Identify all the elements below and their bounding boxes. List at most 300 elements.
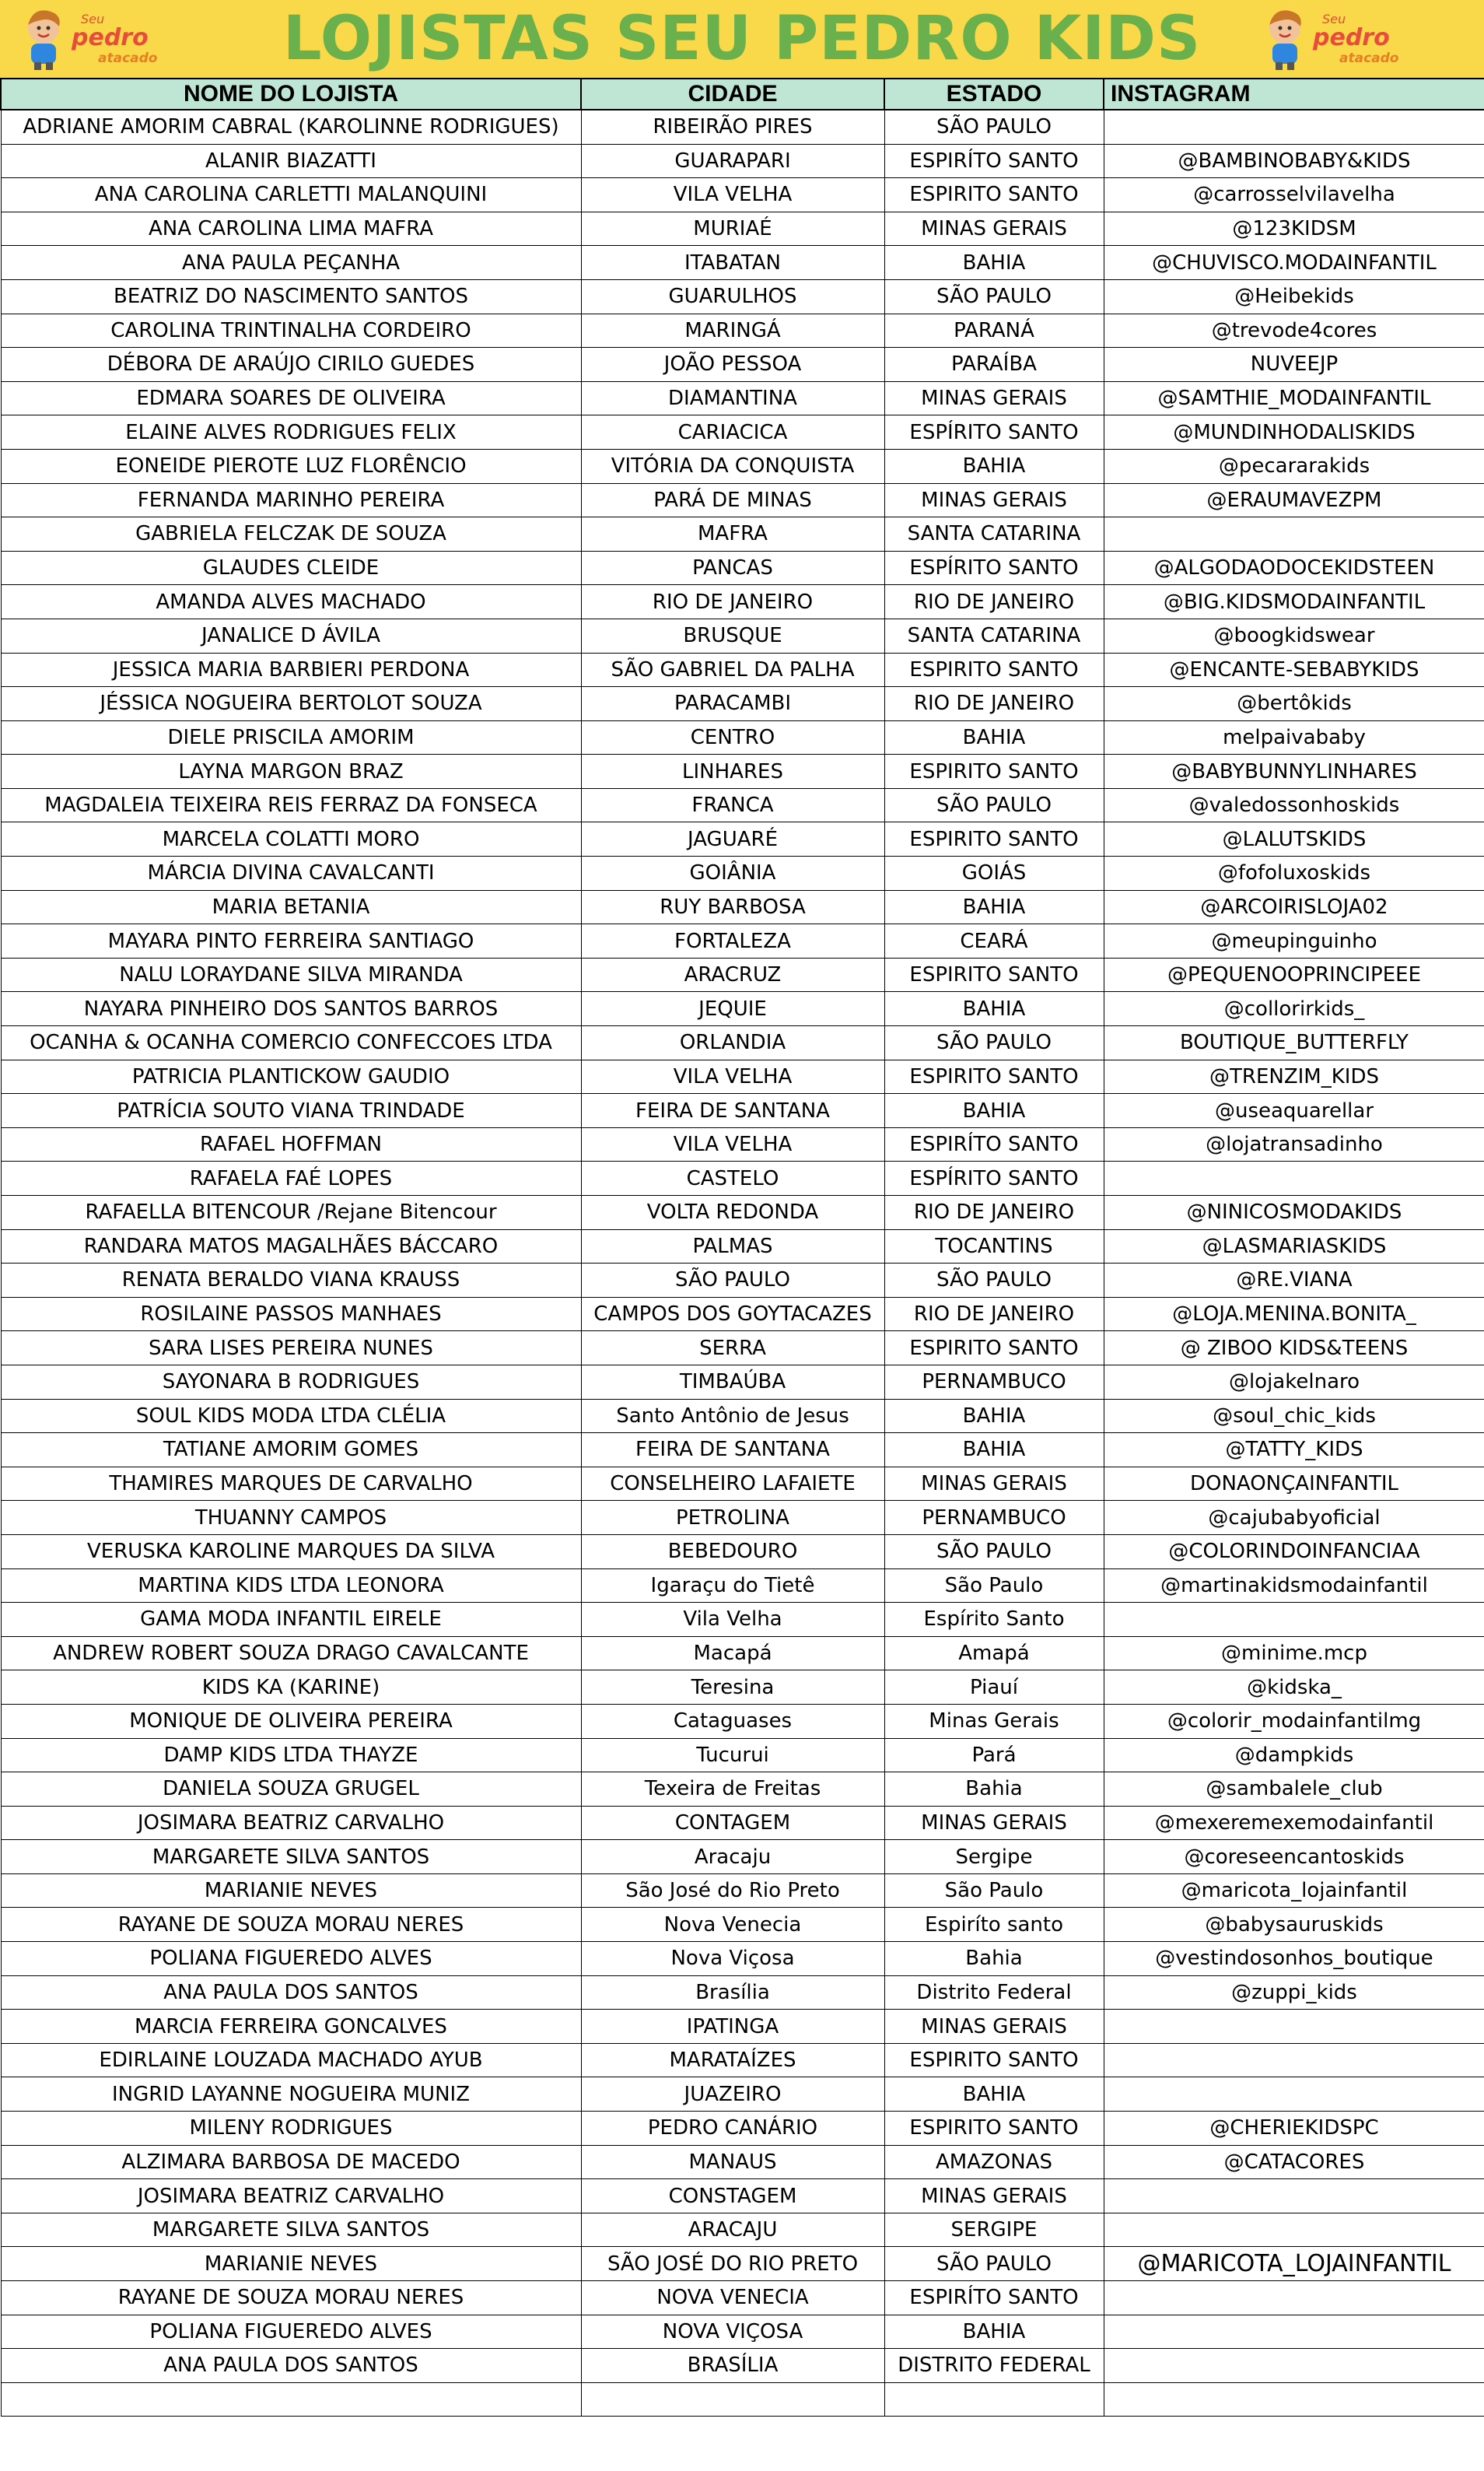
cell-city: Brasília — [581, 1975, 884, 2010]
cell-name: SAYONARA B RODRIGUES — [1, 1365, 581, 1399]
cell-city: Nova Venecia — [581, 1908, 884, 1942]
cell-city: PEDRO CANÁRIO — [581, 2112, 884, 2146]
cell-city: Santo Antônio de Jesus — [581, 1399, 884, 1433]
cell-instagram: @ ZIBOO KIDS&TEENS — [1104, 1331, 1484, 1365]
cell-state: SÃO PAULO — [884, 2247, 1104, 2281]
cell-name: ANDREW ROBERT SOUZA DRAGO CAVALCANTE — [1, 1636, 581, 1670]
table-row — [1, 1501, 1484, 1535]
table-row — [1, 1873, 1484, 1908]
table-row — [1, 1060, 1484, 1094]
cell-city: CASTELO — [581, 1162, 884, 1196]
table-row — [1, 1229, 1484, 1264]
cell-state: BAHIA — [884, 890, 1104, 924]
cell-instagram: @mexeremexemodainfantil — [1104, 1806, 1484, 1840]
cell-city: JAGUARÉ — [581, 822, 884, 857]
cell-city: CENTRO — [581, 720, 884, 755]
cell-state: SÃO PAULO — [884, 1264, 1104, 1298]
cell-city: ITABATAN — [581, 246, 884, 280]
cell-name: MAYARA PINTO FERREIRA SANTIAGO — [1, 924, 581, 959]
cell-city: PETROLINA — [581, 1501, 884, 1535]
cell-instagram: @ERAUMAVEZPM — [1104, 483, 1484, 517]
table-row — [1, 2010, 1484, 2044]
cell-name: EDMARA SOARES DE OLIVEIRA — [1, 381, 581, 415]
svg-text:pedro: pedro — [72, 24, 149, 51]
cell-city: ARACRUZ — [581, 958, 884, 992]
cell-name: JESSICA MARIA BARBIERI PERDONA — [1, 653, 581, 687]
table-row — [1, 1670, 1484, 1705]
cell-city: Macapá — [581, 1636, 884, 1670]
cell-state: MINAS GERAIS — [884, 212, 1104, 246]
cell-state: ESPÍRITO SANTO — [884, 415, 1104, 450]
cell-state: ESPIRÍTO SANTO — [884, 144, 1104, 178]
cell-name: JANALICE D ÁVILA — [1, 619, 581, 653]
table-row — [1, 1603, 1484, 1637]
cell-state: BAHIA — [884, 1433, 1104, 1467]
cell-city: Vila Velha — [581, 1603, 884, 1637]
cell-name: RAYANE DE SOUZA MORAU NERES — [1, 1908, 581, 1942]
cell-state: Pará — [884, 1738, 1104, 1772]
table-row — [1, 1908, 1484, 1942]
cell-instagram — [1104, 2179, 1484, 2213]
cell-city: FRANCA — [581, 788, 884, 822]
cell-instagram — [1104, 2213, 1484, 2247]
table-row — [1, 551, 1484, 585]
cell-state: Espiríto santo — [884, 1908, 1104, 1942]
cell-name: CAROLINA TRINTINALHA CORDEIRO — [1, 314, 581, 348]
cell-instagram: @LASMARIASKIDS — [1104, 1229, 1484, 1264]
cell-city: CONSELHEIRO LAFAIETE — [581, 1467, 884, 1501]
cell-city: Igaraçu do Tietê — [581, 1568, 884, 1603]
cell-instagram — [1104, 110, 1484, 144]
cell-instagram: @NINICOSMODAKIDS — [1104, 1196, 1484, 1230]
table-row — [1, 585, 1484, 619]
cell-name: RAFAELLA BITENCOUR /Rejane Bitencour — [1, 1196, 581, 1230]
cell-city: BRUSQUE — [581, 619, 884, 653]
cell-instagram: @123KIDSM — [1104, 212, 1484, 246]
cell-instagram: BOUTIQUE_BUTTERFLY — [1104, 1026, 1484, 1060]
cell-name: VERUSKA KAROLINE MARQUES DA SILVA — [1, 1534, 581, 1568]
cell-city: ARACAJU — [581, 2213, 884, 2247]
cell-city: GUARAPARI — [581, 144, 884, 178]
page-header — [0, 0, 1484, 78]
cell-state: MINAS GERAIS — [884, 381, 1104, 415]
cell-instagram: @valedossonhoskids — [1104, 788, 1484, 822]
cell-instagram: @babysauruskids — [1104, 1908, 1484, 1942]
cell-name: SARA LISES PEREIRA NUNES — [1, 1331, 581, 1365]
cell-instagram: @BIG.KIDSMODAINFANTIL — [1104, 585, 1484, 619]
cell-name: TATIANE AMORIM GOMES — [1, 1433, 581, 1467]
cell-city: RIBEIRÃO PIRES — [581, 110, 884, 144]
cell-city: CONTAGEM — [581, 1806, 884, 1840]
cell-instagram: @boogkidswear — [1104, 619, 1484, 653]
table-row — [1, 279, 1484, 314]
table-row — [1, 1264, 1484, 1298]
table-row — [1, 788, 1484, 822]
cell-city: SÃO GABRIEL DA PALHA — [581, 653, 884, 687]
column-header-name: NOME DO LOJISTA — [1, 79, 581, 110]
cell-city: FEIRA DE SANTANA — [581, 1094, 884, 1128]
cell-instagram: @vestindosonhos_boutique — [1104, 1942, 1484, 1976]
cell-city: RIO DE JANEIRO — [581, 585, 884, 619]
cell-name: RENATA BERALDO VIANA KRAUSS — [1, 1264, 581, 1298]
cell-instagram: @collorirkids_ — [1104, 992, 1484, 1026]
cell-state: Bahia — [884, 1942, 1104, 1976]
cell-instagram: @LALUTSKIDS — [1104, 822, 1484, 857]
cell-city: PARÁ DE MINAS — [581, 483, 884, 517]
cell-city: SÃO PAULO — [581, 1264, 884, 1298]
cell-name: RAYANE DE SOUZA MORAU NERES — [1, 2281, 581, 2315]
cell-city: BRASÍLIA — [581, 2349, 884, 2383]
cell-name: ANA PAULA DOS SANTOS — [1, 1975, 581, 2010]
cell-instagram: melpaivababy — [1104, 720, 1484, 755]
cell-instagram: @bertôkids — [1104, 687, 1484, 721]
cell-state: MINAS GERAIS — [884, 483, 1104, 517]
cell-instagram: @MARICOTA_LOJAINFANTIL — [1104, 2247, 1484, 2281]
cell-city: DIAMANTINA — [581, 381, 884, 415]
table-row — [1, 483, 1484, 517]
cell-name: ADRIANE AMORIM CABRAL (KAROLINNE RODRIGUES) — [1, 110, 581, 144]
cell-instagram — [1104, 2315, 1484, 2349]
table-row — [1, 890, 1484, 924]
cell-instagram: @dampkids — [1104, 1738, 1484, 1772]
cell-name: KIDS KA (KARINE) — [1, 1670, 581, 1705]
cell-state: DISTRITO FEDERAL — [884, 2349, 1104, 2383]
cell-state: ESPIRITO SANTO — [884, 1060, 1104, 1094]
cell-name: ALANIR BIAZATTI — [1, 144, 581, 178]
cell-state: São Paulo — [884, 1568, 1104, 1603]
cell-state: MINAS GERAIS — [884, 1467, 1104, 1501]
cell-name: THAMIRES MARQUES DE CARVALHO — [1, 1467, 581, 1501]
cell-state: ESPIRITO SANTO — [884, 755, 1104, 789]
table-row — [1, 2179, 1484, 2213]
cell-instagram: @ARCOIRISLOJA02 — [1104, 890, 1484, 924]
cell-name: MARTINA KIDS LTDA LEONORA — [1, 1568, 581, 1603]
cell-instagram: @minime.mcp — [1104, 1636, 1484, 1670]
cell-name: SOUL KIDS MODA LTDA CLÉLIA — [1, 1399, 581, 1433]
retailers-table — [0, 78, 1484, 2417]
table-row — [1, 1975, 1484, 2010]
cell-name: MILENY RODRIGUES — [1, 2112, 581, 2146]
table-row — [1, 110, 1484, 144]
cell-city: TIMBAÚBA — [581, 1365, 884, 1399]
cell-instagram: @coreseencantoskids — [1104, 1840, 1484, 1874]
cell-city: PARACAMBI — [581, 687, 884, 721]
cell-state: AMAZONAS — [884, 2145, 1104, 2179]
cell-city: CARIACICA — [581, 415, 884, 450]
cell-name: MARCELA COLATTI MORO — [1, 822, 581, 857]
cell-instagram: @TRENZIM_KIDS — [1104, 1060, 1484, 1094]
table-header-row — [1, 79, 1484, 110]
cell-instagram — [1104, 2043, 1484, 2077]
table-row — [1, 924, 1484, 959]
cell-name: MARGARETE SILVA SANTOS — [1, 2213, 581, 2247]
cell-city: VILA VELHA — [581, 178, 884, 212]
cell-name: PATRICIA PLANTICKOW GAUDIO — [1, 1060, 581, 1094]
cell-state: BAHIA — [884, 1094, 1104, 1128]
cell-instagram: @useaquarellar — [1104, 1094, 1484, 1128]
cell-city — [581, 2382, 884, 2417]
cell-state: RIO DE JANEIRO — [884, 1196, 1104, 1230]
cell-name: RANDARA MATOS MAGALHÃES BÁCCARO — [1, 1229, 581, 1264]
cell-name: GLAUDES CLEIDE — [1, 551, 581, 585]
table-row — [1, 1840, 1484, 1874]
cell-state: ESPIRITO SANTO — [884, 958, 1104, 992]
cell-name: MARGARETE SILVA SANTOS — [1, 1840, 581, 1874]
cell-city: MARATAÍZES — [581, 2043, 884, 2077]
cell-instagram — [1104, 2281, 1484, 2315]
cell-city: FORTALEZA — [581, 924, 884, 959]
table-row — [1, 958, 1484, 992]
cell-instagram: @lojatransadinho — [1104, 1127, 1484, 1162]
cell-instagram — [1104, 1603, 1484, 1637]
cell-name: EDIRLAINE LOUZADA MACHADO AYUB — [1, 2043, 581, 2077]
table-row — [1, 2247, 1484, 2281]
cell-state: TOCANTINS — [884, 1229, 1104, 1264]
table-row — [1, 619, 1484, 653]
cell-name: JOSIMARA BEATRIZ CARVALHO — [1, 1806, 581, 1840]
cell-name: MARIA BETANIA — [1, 890, 581, 924]
cell-instagram: @LOJA.MENINA.BONITA_ — [1104, 1297, 1484, 1331]
cell-city: ORLANDIA — [581, 1026, 884, 1060]
svg-text:Seu: Seu — [81, 12, 105, 26]
cell-state: BAHIA — [884, 1399, 1104, 1433]
cell-name: RAFAEL HOFFMAN — [1, 1127, 581, 1162]
table-row — [1, 144, 1484, 178]
cell-state: PERNAMBUCO — [884, 1365, 1104, 1399]
svg-text:atacado: atacado — [98, 51, 158, 66]
cell-city: CONSTAGEM — [581, 2179, 884, 2213]
cell-instagram: @ALGODAODOCEKIDSTEEN — [1104, 551, 1484, 585]
cell-name: MARCIA FERREIRA GONCALVES — [1, 2010, 581, 2044]
cell-instagram: @martinakidsmodainfantil — [1104, 1568, 1484, 1603]
cell-name: POLIANA FIGUEREDO ALVES — [1, 2315, 581, 2349]
cell-instagram: @BAMBINOBABY&KIDS — [1104, 144, 1484, 178]
cell-city: IPATINGA — [581, 2010, 884, 2044]
cell-city: MANAUS — [581, 2145, 884, 2179]
table-row — [1, 1026, 1484, 1060]
cell-state: Espírito Santo — [884, 1603, 1104, 1637]
svg-text:atacado: atacado — [1339, 51, 1399, 66]
table-row — [1, 2315, 1484, 2349]
cell-name: GAMA MODA INFANTIL EIRELE — [1, 1603, 581, 1637]
cell-instagram: @CATACORES — [1104, 2145, 1484, 2179]
cell-city: JUAZEIRO — [581, 2077, 884, 2112]
table-row — [1, 1433, 1484, 1467]
page-title: LOJISTAS SEU PEDRO KIDS — [282, 4, 1202, 74]
cell-city: PANCAS — [581, 551, 884, 585]
cell-instagram: @soul_chic_kids — [1104, 1399, 1484, 1433]
cell-state: ESPIRITO SANTO — [884, 178, 1104, 212]
column-header-state: ESTADO — [884, 79, 1104, 110]
cell-city: SÃO JOSÉ DO RIO PRETO — [581, 2247, 884, 2281]
cell-city: São José do Rio Preto — [581, 1873, 884, 1908]
cell-state: MINAS GERAIS — [884, 2179, 1104, 2213]
table-row — [1, 2349, 1484, 2383]
table-row — [1, 449, 1484, 483]
cell-state: Bahia — [884, 1772, 1104, 1807]
table-row — [1, 2077, 1484, 2112]
table-row — [1, 1399, 1484, 1433]
table-row — [1, 348, 1484, 382]
svg-text:Seu: Seu — [1322, 12, 1346, 26]
cell-state: MINAS GERAIS — [884, 1806, 1104, 1840]
cell-instagram: @lojakelnaro — [1104, 1365, 1484, 1399]
cell-instagram: @carrosselvilavelha — [1104, 178, 1484, 212]
cell-city: Teresina — [581, 1670, 884, 1705]
cell-city: VITÓRIA DA CONQUISTA — [581, 449, 884, 483]
cell-state: SÃO PAULO — [884, 1534, 1104, 1568]
cell-instagram: @kidska_ — [1104, 1670, 1484, 1705]
cell-city: GOIÂNIA — [581, 857, 884, 891]
cell-instagram: @cajubabyoficial — [1104, 1501, 1484, 1535]
cell-state: SÃO PAULO — [884, 1026, 1104, 1060]
cell-city: VILA VELHA — [581, 1127, 884, 1162]
cell-instagram: DONAONÇAINFANTIL — [1104, 1467, 1484, 1501]
cell-state: GOIÁS — [884, 857, 1104, 891]
cell-state: Sergipe — [884, 1840, 1104, 1874]
cell-city: CAMPOS DOS GOYTACAZES — [581, 1297, 884, 1331]
cell-state: CEARÁ — [884, 924, 1104, 959]
cell-state — [884, 2382, 1104, 2417]
cell-city: SERRA — [581, 1331, 884, 1365]
cell-state: RIO DE JANEIRO — [884, 687, 1104, 721]
column-header-city: CIDADE — [581, 79, 884, 110]
table-row — [1, 246, 1484, 280]
cell-city: VOLTA REDONDA — [581, 1196, 884, 1230]
table-row — [1, 992, 1484, 1026]
cell-name: ANA PAULA PEÇANHA — [1, 246, 581, 280]
table-row — [1, 2213, 1484, 2247]
cell-name: EONEIDE PIEROTE LUZ FLORÊNCIO — [1, 449, 581, 483]
cell-state: PARAÍBA — [884, 348, 1104, 382]
cell-name: LAYNA MARGON BRAZ — [1, 755, 581, 789]
table-row — [1, 2112, 1484, 2146]
table-row — [1, 212, 1484, 246]
cell-state: SÃO PAULO — [884, 788, 1104, 822]
cell-instagram: @RE.VIANA — [1104, 1264, 1484, 1298]
cell-state: BAHIA — [884, 449, 1104, 483]
cell-instagram: @SAMTHIE_MODAINFANTIL — [1104, 381, 1484, 415]
table-row — [1, 1738, 1484, 1772]
cell-state: SERGIPE — [884, 2213, 1104, 2247]
cell-state: Amapá — [884, 1636, 1104, 1670]
cell-state: ESPIRITO SANTO — [884, 653, 1104, 687]
cell-city: GUARULHOS — [581, 279, 884, 314]
table-row — [1, 1704, 1484, 1738]
cell-name: DAMP KIDS LTDA THAYZE — [1, 1738, 581, 1772]
cell-city: Nova Viçosa — [581, 1942, 884, 1976]
cell-name: FERNANDA MARINHO PEREIRA — [1, 483, 581, 517]
cell-name: NALU LORAYDANE SILVA MIRANDA — [1, 958, 581, 992]
cell-name: MAGDALEIA TEIXEIRA REIS FERRAZ DA FONSECA — [1, 788, 581, 822]
cell-state: BAHIA — [884, 246, 1104, 280]
cell-instagram: @meupinguinho — [1104, 924, 1484, 959]
cell-state: SÃO PAULO — [884, 110, 1104, 144]
table-row — [1, 1297, 1484, 1331]
cell-state: RIO DE JANEIRO — [884, 585, 1104, 619]
cell-instagram: @PEQUENOOPRINCIPEEE — [1104, 958, 1484, 992]
cell-instagram — [1104, 517, 1484, 552]
cell-instagram: @MUNDINHODALISKIDS — [1104, 415, 1484, 450]
table-row — [1, 1196, 1484, 1230]
cell-instagram — [1104, 1162, 1484, 1196]
cell-city: NOVA VENECIA — [581, 2281, 884, 2315]
cell-instagram — [1104, 2349, 1484, 2383]
cell-state: ESPIRÍTO SANTO — [884, 1127, 1104, 1162]
cell-instagram: @fofoluxoskids — [1104, 857, 1484, 891]
cell-instagram: @COLORINDOINFANCIAA — [1104, 1534, 1484, 1568]
cell-name: ANA PAULA DOS SANTOS — [1, 2349, 581, 2383]
cell-city: JOÃO PESSOA — [581, 348, 884, 382]
cell-instagram — [1104, 2382, 1484, 2417]
cell-city: PALMAS — [581, 1229, 884, 1264]
cell-state: ESPIRITO SANTO — [884, 1331, 1104, 1365]
cell-instagram: @pecararakids — [1104, 449, 1484, 483]
cell-city: MARINGÁ — [581, 314, 884, 348]
cell-state: BAHIA — [884, 2315, 1104, 2349]
seu-pedro-logo-icon — [1258, 5, 1406, 72]
column-header-instagram: INSTAGRAM — [1104, 79, 1484, 110]
cell-name: JOSIMARA BEATRIZ CARVALHO — [1, 2179, 581, 2213]
cell-city: MURIAÉ — [581, 212, 884, 246]
cell-city: JEQUIE — [581, 992, 884, 1026]
cell-state: Piauí — [884, 1670, 1104, 1705]
table-row — [1, 1331, 1484, 1365]
cell-instagram: @TATTY_KIDS — [1104, 1433, 1484, 1467]
cell-state: Minas Gerais — [884, 1704, 1104, 1738]
table-row — [1, 822, 1484, 857]
cell-city: RUY BARBOSA — [581, 890, 884, 924]
cell-city: NOVA VIÇOSA — [581, 2315, 884, 2349]
cell-name: JÉSSICA NOGUEIRA BERTOLOT SOUZA — [1, 687, 581, 721]
table-row — [1, 755, 1484, 789]
cell-name: ALZIMARA BARBOSA DE MACEDO — [1, 2145, 581, 2179]
cell-name: ROSILAINE PASSOS MANHAES — [1, 1297, 581, 1331]
cell-state: São Paulo — [884, 1873, 1104, 1908]
cell-instagram: @trevode4cores — [1104, 314, 1484, 348]
cell-name: OCANHA & OCANHA COMERCIO CONFECCOES LTDA — [1, 1026, 581, 1060]
cell-name: MARIANIE NEVES — [1, 2247, 581, 2281]
table-row — [1, 1365, 1484, 1399]
svg-text:pedro: pedro — [1313, 24, 1390, 51]
cell-state: SÃO PAULO — [884, 279, 1104, 314]
cell-name: POLIANA FIGUEREDO ALVES — [1, 1942, 581, 1976]
cell-instagram: @CHUVISCO.MODAINFANTIL — [1104, 246, 1484, 280]
table-row — [1, 1942, 1484, 1976]
cell-instagram: @sambalele_club — [1104, 1772, 1484, 1807]
cell-city: Cataguases — [581, 1704, 884, 1738]
table-row — [1, 2145, 1484, 2179]
cell-city: Aracaju — [581, 1840, 884, 1874]
cell-name: ELAINE ALVES RODRIGUES FELIX — [1, 415, 581, 450]
cell-name: AMANDA ALVES MACHADO — [1, 585, 581, 619]
cell-city: Tucurui — [581, 1738, 884, 1772]
cell-instagram: @zuppi_kids — [1104, 1975, 1484, 2010]
table-row — [1, 687, 1484, 721]
cell-name: ANA CAROLINA LIMA MAFRA — [1, 212, 581, 246]
cell-state: ESPÍRITO SANTO — [884, 551, 1104, 585]
table-row — [1, 1806, 1484, 1840]
cell-state: Distrito Federal — [884, 1975, 1104, 2010]
cell-city: MAFRA — [581, 517, 884, 552]
table-row — [1, 1162, 1484, 1196]
table-row — [1, 1568, 1484, 1603]
cell-state: ESPÍRITO SANTO — [884, 1162, 1104, 1196]
cell-instagram: @BABYBUNNYLINHARES — [1104, 755, 1484, 789]
cell-state: BAHIA — [884, 2077, 1104, 2112]
table-row — [1, 2281, 1484, 2315]
cell-name: DIELE PRISCILA AMORIM — [1, 720, 581, 755]
